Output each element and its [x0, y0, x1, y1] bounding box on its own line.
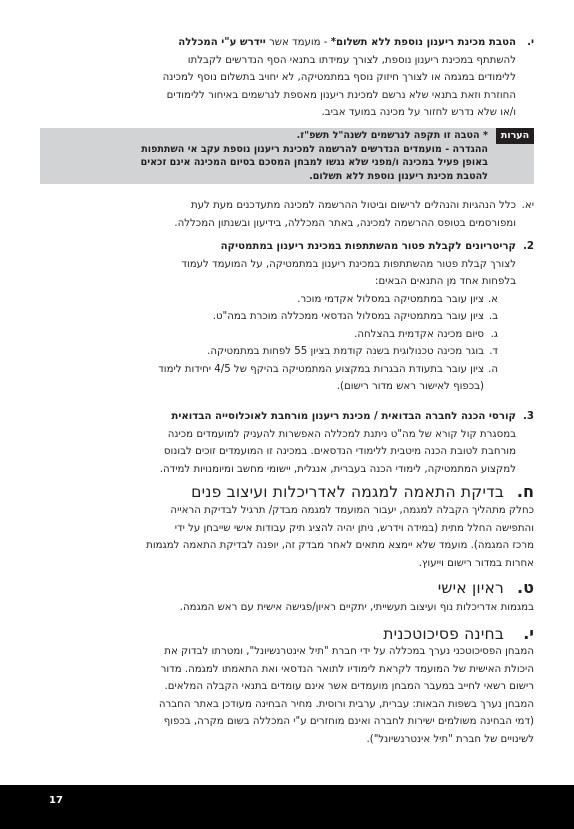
list-item-continuation: (בכפוף לאישור ראש מדור רישום).: [336, 381, 484, 392]
section-architecture-fit-body: [40, 502, 534, 572]
paragraph-line: אחרות במדור רישום וייעוץ.: [418, 557, 534, 569]
heading-letter: ט.: [517, 578, 534, 597]
paragraph-line: המבחן הפסיכוטכני נערך במכללה על ידי חברת "תיל אינטרנשיונל", ומטרתו לבדוק את: [164, 646, 534, 657]
list-marker: ד.: [489, 346, 498, 357]
criteria-list: [40, 291, 516, 396]
paragraph-line: מרכז המגמה). מועמד שלא יימצא מתאים לאחר מבדק זה, יופנה לבדיקת התאמה למגמות: [146, 540, 534, 551]
list-marker: ב.: [488, 311, 498, 322]
paragraph-line: לצורך קבלת פטור מהשתתפות במכינת ריענון במתמטיקה, על המועמד לעמוד: [181, 258, 516, 270]
list-item-text: בוגר מכינה טכנולוגית בשנה קודמת בציון 55 לפחות במתמטיקה.: [207, 346, 484, 357]
paragraph-line: במסגרת קול קורא של מה"ט ניתנת למכללה האפשרות להעניק למועמדים מכינה: [167, 428, 516, 440]
paragraph-line: היכולת האישית של המועמד לקראת לימודיו לתואר הנדסאי ואת התאמתו למגמה. מדור: [160, 663, 534, 675]
list-item-text: סיום מכינה אקדמית בהצלחה.: [354, 328, 484, 340]
paragraph-line: כלל הנהגיות והנהלים לרישום וביטול ההרשמה למכינה מתעדכנים מעת לעת: [190, 200, 516, 211]
section-personal-interview-body: [40, 599, 534, 617]
page-number: 17: [49, 795, 63, 806]
section-bedouin-courses: [40, 408, 534, 478]
heading-letter: י.: [523, 624, 534, 643]
section-title: קריטריונים לקבלת פטור מהשתתפות במכינת ריענון במתמטיקה: [220, 241, 516, 252]
note-line: * הטבה זו תקפה לנרשמים לשנה"ל תשפ"ז.: [296, 130, 488, 141]
heading-title: בדיקת התאמה למגמה לאדריכלות ועיצוב פנים: [191, 483, 504, 501]
paragraph-line: והתפישה החלל מתית (במידה וידרש, ניתן יהיה להציג תיק עבודות אישי שייבחן על ידי: [174, 522, 534, 534]
paragraph-line: בלפחות אחד מן התנאים הבאים:: [375, 276, 516, 287]
list-item: [40, 291, 498, 309]
section-first-line: [40, 34, 516, 52]
heading-title: בחינה פסיכוטכנית: [383, 625, 504, 643]
notes-label: הערות: [496, 128, 534, 144]
note-line: להטבת מכינת ריענון נוספת ללא תשלום.: [309, 170, 488, 182]
list-item-text: ציון עובר בתעודת הבגרות במקצוע המתמטיקה בהיקף של 4/5 יחידות לימוד: [158, 363, 484, 375]
note-line: באופן פעיל במכינה ו/מפני שלא נגשו למבחן המסכם בסיום המכינה אינם זכאים: [140, 157, 488, 168]
paragraph-line: ללימודים במגמה או לצורך חיזוק נוסף במתמטיקה, לא יחויב בתשלום נוסף למכינה: [162, 72, 516, 83]
notes-box: [40, 128, 534, 184]
section-title: הטבת מכינת ריענון נוספת ללא תשלום*: [330, 37, 516, 48]
list-item: [40, 361, 498, 396]
list-item-text: ציון עובר במתמטיקה במסלול הנדסאי ממכללה מוכרת במה"ט.: [212, 311, 484, 322]
section-title: קורסי הכנה לחברה הבדואית / מכינת ריענון מורחבת לאוכלוסייה הבדואית: [171, 411, 516, 422]
list-item: [40, 326, 498, 344]
heading-psychotechnical-exam: [40, 624, 534, 643]
list-item: [40, 343, 498, 361]
paragraph-line: המבחן נערך בשפות הבאות: עברית, ערבית ורוסית. מחיר הבחינה מעודכן באתר החברה: [158, 698, 534, 710]
section-registration-rules: [40, 197, 534, 232]
section-number: 3.: [523, 411, 534, 422]
paragraph-line: במגמות אדריכלות נוף ועיצוב תעשייתי, יתקיים ראיון/פגישה אישית עם ראש המגמה.: [179, 602, 534, 613]
heading-personal-interview: [40, 578, 534, 597]
list-marker: ג.: [490, 328, 498, 340]
notes-text: [48, 129, 488, 183]
section-exemption-criteria: [40, 238, 534, 396]
section-number: 2.: [523, 241, 534, 252]
paragraph-line: ומפורסמים בטופס ההרשמה למכינה, באתר המכללה, בידיעון ובשנתון המכללה.: [174, 217, 516, 229]
section-number: י.: [527, 37, 534, 48]
paragraph-line: כחלק מתהליך הקבלה למגמה, יעבור המועמד למגמה מבדק/ תרגיל לבדיקת הראייה: [170, 505, 534, 516]
section-number: יא.: [521, 200, 534, 211]
paragraph-line: (דמי הבחינה משולמים ישירות לחברה ואינם מוחזרים ע"י המכללה בשום מקרה, בכפוף: [163, 716, 534, 727]
section-refresher-benefit: [40, 34, 534, 122]
section-bold-text: יידרש ע"י המכללה: [178, 37, 266, 48]
heading-letter: ח.: [516, 482, 534, 501]
list-item-text: ציון עובר במתמטיקה במסלול אקדמי מוכר.: [297, 293, 484, 305]
heading-architecture-fit: [40, 482, 534, 501]
paragraph-line: לשינויים של חברת "תיל אינטרנשיונל").: [366, 733, 534, 745]
section-psychotechnical-body: [40, 643, 534, 748]
heading-title: ראיון אישי: [437, 579, 504, 597]
list-marker: א.: [487, 293, 498, 305]
paragraph-line: מורחבת לטובת הכנה מיטבית ללימודי הנדסאים. במכינה זו המועמדים זוכים לבונוס: [163, 446, 516, 457]
page-footer: [0, 785, 574, 829]
paragraph-line: למקצוע המתמטיקה, לימודי הכנה בעברית, אנגלית, יישומי מחשב ומיומנויות למידה.: [159, 463, 516, 475]
list-item: [40, 308, 498, 326]
paragraph-line: רישום רשאי לחייב במעבר המבחן מועמדים אשר אינם עומדים בתנאי הקבלה המלאים.: [164, 681, 534, 692]
note-line: ההגדרה - מועמדים הנדרשים להרשמה למכינת ריענון נוספת עקב אי השתתפות: [141, 143, 488, 155]
section-text: - מועמד אשר: [265, 37, 331, 48]
paragraph-line: החוזרת וזאת בתנאי שלא נרשם למכינת ריענון מאספת לנרשמים באיחור ללימודים: [166, 89, 516, 101]
list-marker: ה.: [488, 363, 498, 375]
paragraph-line: ו/או שלא נדרש לחזור על מכינה במועד אביב.: [321, 107, 516, 118]
paragraph-line: להשתתף במכינת ריענון נוספת, לצורך עמידתו בתנאי הסף הנדרשים לקבלתו: [187, 54, 516, 66]
